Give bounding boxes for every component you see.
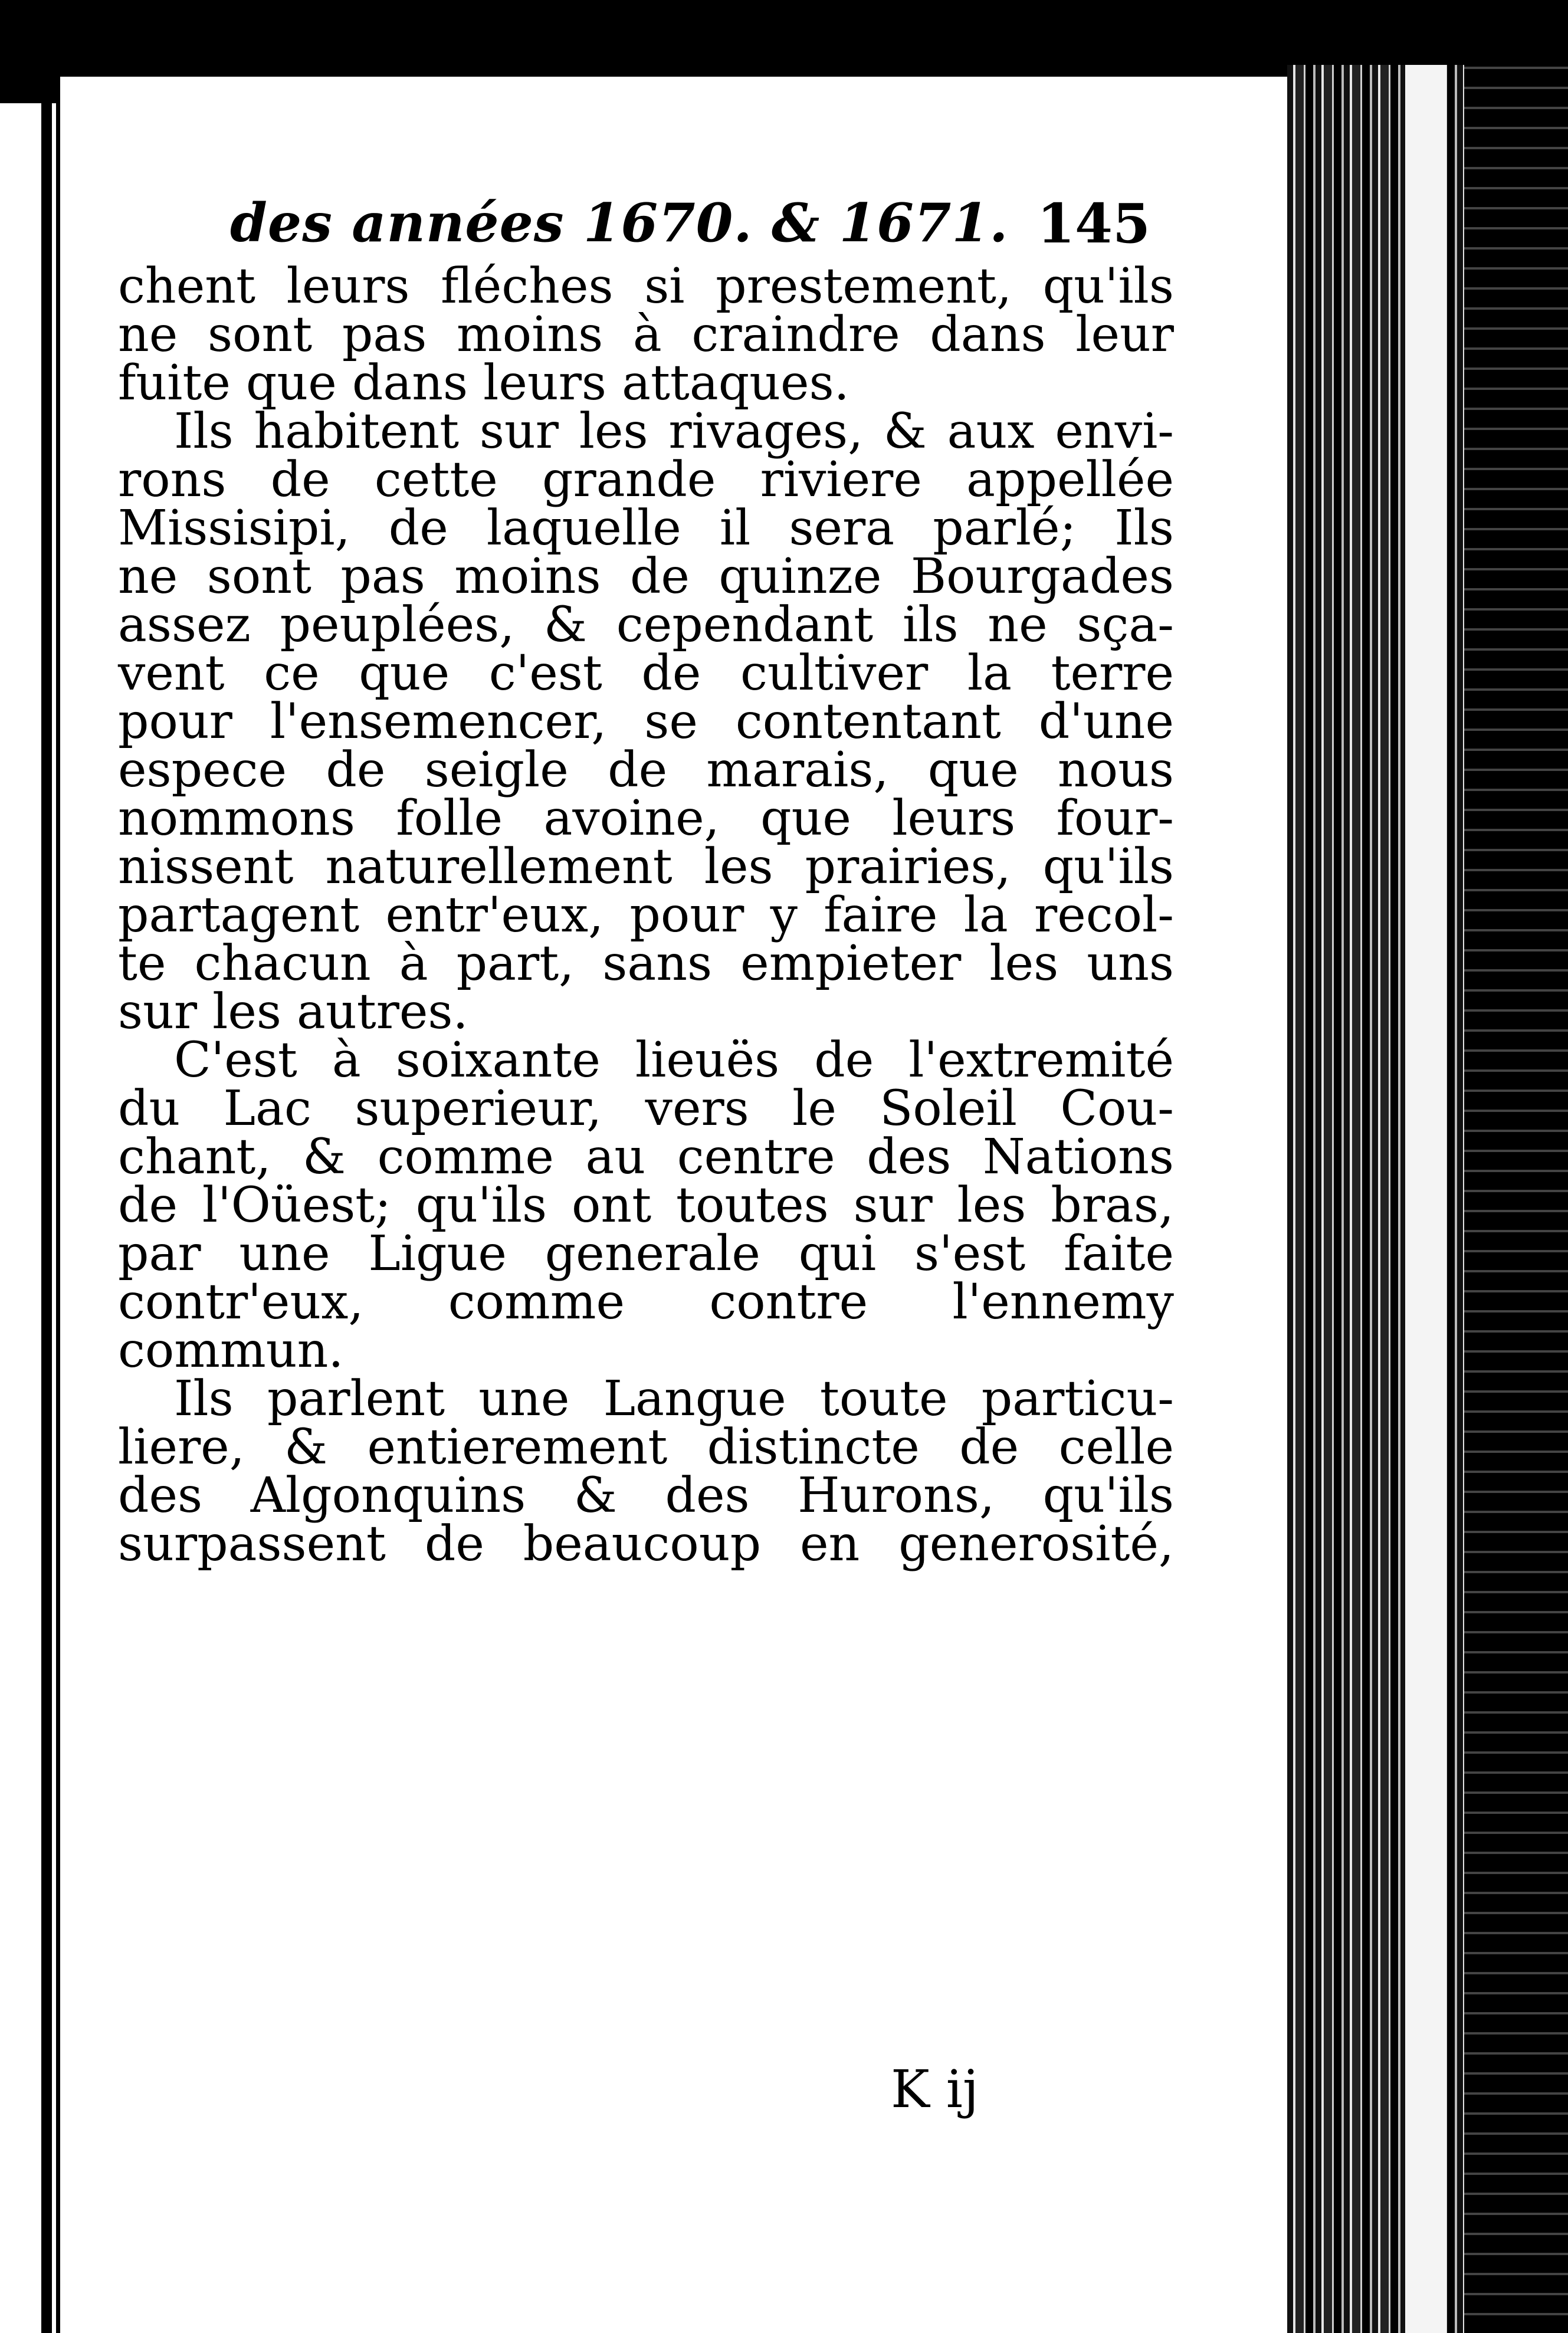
text-line: liere, & entierement distincte de celle (118, 1419, 1174, 1475)
previous-page-edge (0, 103, 56, 2333)
text-line: du Lac superieur, vers le Soleil Cou- (118, 1081, 1174, 1137)
text-line: chant, & comme au centre des Nations (118, 1129, 1174, 1185)
text-line: sur les autres. (118, 984, 468, 1040)
text-line: nommons folle avoine, que leurs four- (118, 790, 1174, 846)
text-line: Missisipi, de laquelle il sera parlé; Ils (118, 500, 1174, 556)
text-line: espece de seigle de marais, que nous (118, 742, 1174, 798)
text-line: ne sont pas moins de quinze Bourgades (118, 549, 1174, 605)
text-line: des Algonquins & des Hurons, qu'ils (118, 1468, 1174, 1524)
page-header (230, 192, 1150, 257)
text-line: ne sont pas moins à craindre dans leur (118, 307, 1174, 363)
text-line: te chacun à part, sans empieter les uns (118, 936, 1174, 992)
book-spine-edge (1287, 65, 1568, 2333)
text-line: de l'Oüest; qu'ils ont toutes sur les bras, (118, 1177, 1174, 1233)
text-line: surpassent de beaucoup en generosité, (118, 1516, 1174, 1572)
text-line: rons de cette grande riviere appellée (118, 452, 1174, 508)
text-line: fuite que dans leurs attaques. (118, 355, 849, 411)
text-line: par une Ligue generale qui s'est faite (118, 1226, 1174, 1282)
text-line: Ils parlent une Langue toute particu- (174, 1371, 1174, 1427)
text-line: chent leurs fléches si prestement, qu'ils (118, 258, 1174, 314)
text-line: partagent entr'eux, pour y faire la recol- (118, 887, 1174, 943)
text-line: C'est à soixante lieuës de l'extremité (174, 1032, 1174, 1088)
text-line: contr'eux, comme contre l'ennemy (118, 1274, 1174, 1330)
text-line: assez peuplées, & cependant ils ne sça- (118, 597, 1174, 653)
page-number: 145 (1036, 192, 1150, 255)
text-line: Ils habitent sur les rivages, & aux envi- (174, 403, 1174, 460)
text-line: pour l'ensemencer, se contentant d'une (118, 694, 1174, 750)
text-line: vent ce que c'est de cultiver la terre (118, 645, 1174, 701)
text-line: nissent naturellement les prairies, qu'ils (118, 839, 1174, 895)
running-title: des années 1670. & 1671. (230, 192, 1009, 254)
signature-mark: K ij (891, 2059, 979, 2119)
text-line: commun. (118, 1323, 344, 1379)
body-text (118, 258, 1174, 1572)
